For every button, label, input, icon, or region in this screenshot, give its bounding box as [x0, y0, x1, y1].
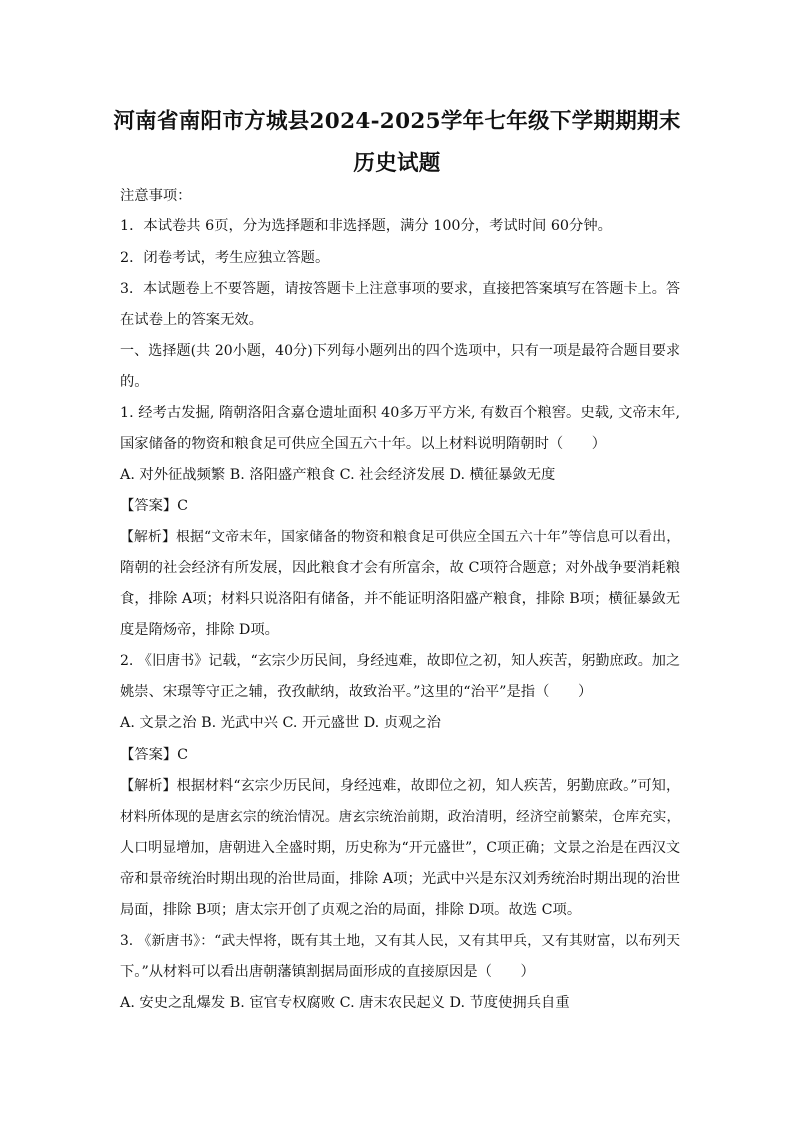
section-heading-cont: 的。: [120, 374, 149, 390]
notice-item-3-cont: 在试卷上的答案无效。: [120, 312, 263, 328]
question-1-analysis-2: 隋朝的社会经济有所发展，因此粮食才会有所富余，故 C项符合题意；对外战争要消耗粮: [120, 560, 680, 576]
question-2-analysis-4: 帝和景帝统治时期出现的治世局面，排除 A项；光武中兴是东汉刘秀统治时期出现的治世: [120, 871, 680, 887]
question-2-analysis-3: 人口明显增加，唐朝进入全盛时期，历史称为“开元盛世”，C项正确；文景之治是在西汉文: [120, 840, 680, 856]
question-1-analysis-3: 食，排除 A项；材料只说洛阳有储备，并不能证明洛阳盛产粮食，排除 B项；横征暴敛无: [120, 591, 680, 607]
section-heading: 一、选择题(共 20小题，40分)下列每小题列出的四个选项中，只有一项是最符合题目要求: [120, 343, 680, 359]
question-3-options: A. 安史之乱爆发 B. 宦官专权腐败 C. 唐末农民起义 D. 节度使拥兵自重: [120, 995, 570, 1011]
question-2-analysis: 【解析】根据材料“玄宗少历民间，身经迍难，故即位之初，知人疾苦，躬勤庶政。”可知，: [120, 778, 680, 794]
question-2-analysis-5: 局面，排除 B项；唐太宗开创了贞观之治的局面，排除 D项。故选 C项。: [120, 902, 582, 918]
question-3-stem-cont: 下。”从材料可以看出唐朝藩镇割据局面形成的直接原因是（ ）: [120, 964, 535, 980]
question-1-stem-cont: 国家储备的物资和粮食足可供应全国五六十年。以上材料说明隋朝时（ ）: [120, 436, 607, 452]
notice-heading: 注意事项：: [120, 188, 192, 204]
question-2-options: A. 文景之治 B. 光武中兴 C. 开元盛世 D. 贞观之治: [120, 715, 441, 731]
exam-subtitle: 历史试题: [353, 151, 441, 176]
question-2-stem-cont: 姚崇、宋璟等守正之辅，孜孜献纳，故致治平。”这里的“治平”是指（ ）: [120, 684, 593, 700]
question-1-stem: 1. 经考古发掘, 隋朝洛阳含嘉仓遗址面积 40多万平方米, 有数百个粮窖。史载, 文帝末年,: [120, 405, 680, 421]
question-2-answer: 【答案】C: [120, 747, 189, 763]
notice-item-2: 2．闭卷考试，考生应独立答题。: [120, 250, 330, 266]
notice-item-3: 3．本试题卷上不要答题，请按答题卡上注意事项的要求，直接把答案填写在答题卡上。答: [120, 281, 680, 297]
question-1-analysis: 【解析】根据“文帝末年，国家储备的物资和粮食足可供应全国五六十年”等信息可以看出，: [120, 529, 680, 545]
question-2-analysis-2: 材料所体现的是唐玄宗的统治情况。唐玄宗统治前期，政治清明，经济空前繁荣，仓库充实，: [120, 809, 680, 825]
notice-item-1: 1．本试卷共 6页，分为选择题和非选择题，满分 100分，考试时间 60分钟。: [120, 218, 612, 234]
question-1-answer: 【答案】C: [120, 498, 189, 514]
question-1-options: A. 对外征战频繁 B. 洛阳盛产粮食 C. 社会经济发展 D. 横征暴敛无度: [120, 467, 556, 483]
question-1-analysis-4: 度是隋炀帝，排除 D项。: [120, 622, 279, 638]
question-2-stem: 2. 《旧唐书》记载，“玄宗少历民间，身经迍难，故即位之初，知人疾苦，躬勤庶政。加之: [120, 653, 680, 669]
question-3-stem: 3. 《新唐书》：“武夫悍将，既有其土地，又有其人民，又有其甲兵，又有其财富，以布列天: [120, 933, 680, 949]
exam-title: 河南省南阳市方城县2024-2025学年七年级下学期期期末: [113, 109, 681, 134]
